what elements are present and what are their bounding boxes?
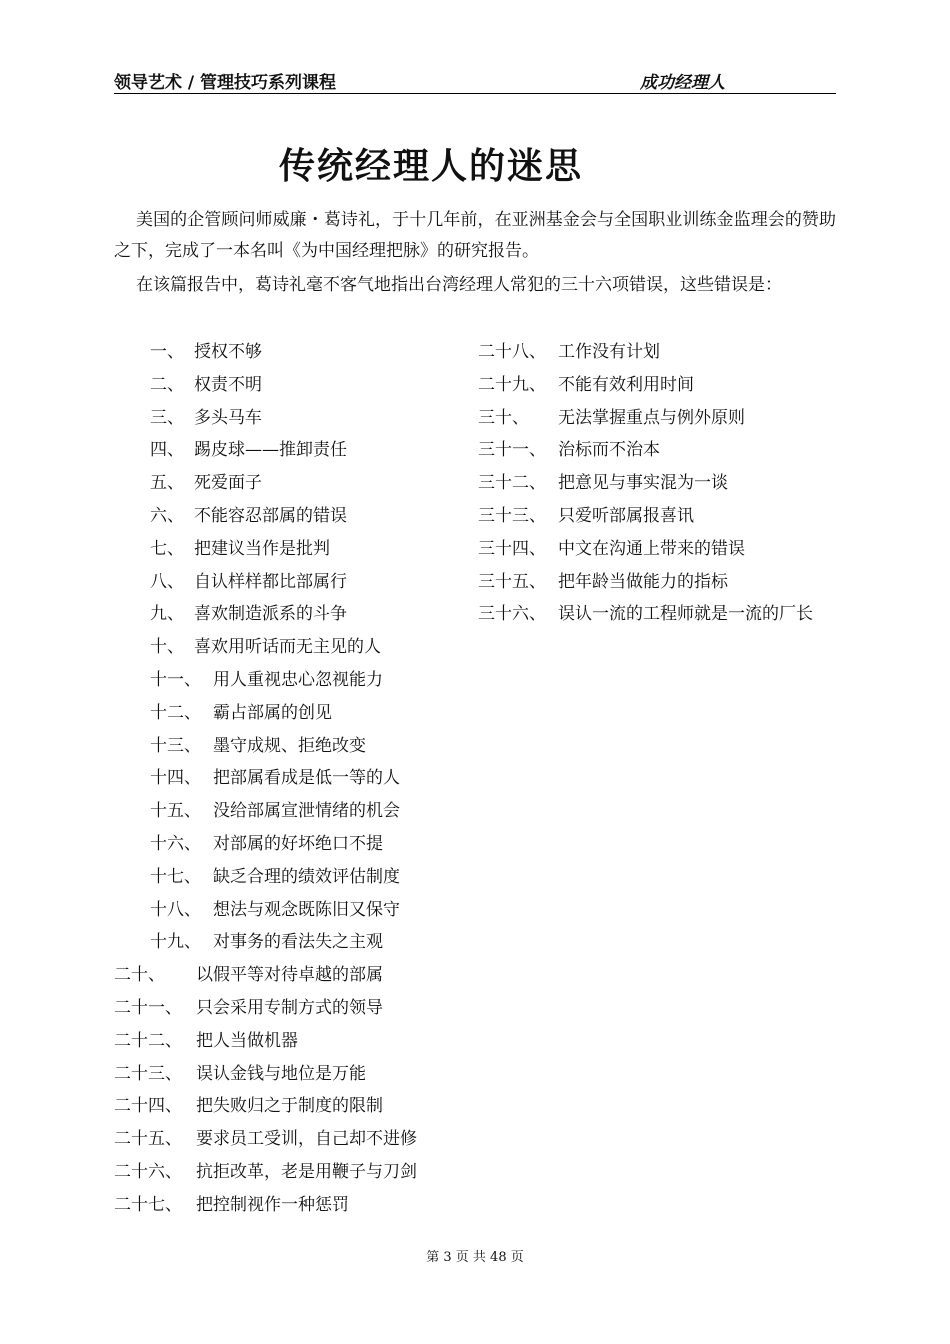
list-item: 十三、 墨守成规、拒绝改变	[150, 735, 366, 756]
list-item: 三、 多头马车	[150, 407, 262, 428]
mistakes-list-right	[478, 336, 843, 631]
page-header	[114, 66, 836, 94]
list-item: 三十一、 治标而不治本	[478, 440, 660, 461]
list-item: 五、 死爱面子	[150, 473, 262, 494]
list-item: 十五、 没给部属宣泄情绪的机会	[150, 801, 400, 822]
list-item: 十六、 对部属的好坏绝口不提	[150, 833, 383, 854]
list-item: 二十九、 不能有效利用时间	[478, 374, 694, 395]
list-item: 八、 自认样样都比部属行	[150, 571, 347, 592]
list-item: 二十三、 误认金钱与地位是万能	[114, 1063, 366, 1084]
list-item: 三十二、 把意见与事实混为一谈	[478, 473, 728, 494]
list-item: 二十八、 工作没有计划	[478, 342, 660, 362]
list-item: 三十、 无法掌握重点与例外原则	[478, 407, 745, 428]
list-item: 十八、 想法与观念既陈旧又保守	[150, 899, 400, 920]
page-title: 传统经理人的迷思	[278, 145, 583, 188]
list-item: 十二、 霸占部属的创见	[150, 702, 332, 723]
intro-paragraph: 美国的企管顾问师威廉・葛诗礼，于十几年前，在亚洲基金会与全国职业训练金监理会的赞助之下，完成了一本名叫《为中国经理把脉》的研究报告。	[114, 210, 836, 261]
list-item: 三十三、 只爱听部属报喜讯	[478, 505, 694, 526]
list-item: 四、 踢皮球——推卸责任	[150, 440, 347, 461]
list-item: 十、 喜欢用听话而无主见的人	[150, 637, 381, 658]
list-item: 二十四、 把失败归之于制度的限制	[114, 1096, 383, 1117]
list-item: 二十五、 要求员工受训，自己却不进修	[114, 1129, 417, 1150]
list-item: 三十五、 把年龄当做能力的指标	[478, 571, 728, 592]
report-paragraph: 在该篇报告中，葛诗礼毫不客气地指出台湾经理人常犯的三十六项错误，这些错误是：	[136, 275, 782, 295]
mistakes-list-left	[114, 336, 417, 1222]
list-item: 二十二、 把人当做机器	[114, 1030, 298, 1051]
book-title: 成功经理人	[640, 73, 725, 93]
list-item: 九、 喜欢制造派系的斗争	[150, 604, 347, 625]
course-title: 领导艺术 / 管理技巧系列课程	[114, 73, 337, 93]
list-item: 十一、 用人重视忠心忽视能力	[150, 669, 383, 690]
list-item: 十四、 把部属看成是低一等的人	[150, 768, 400, 789]
list-item: 一、 授权不够	[150, 342, 262, 362]
list-item: 二十七、 把控制视作一种惩罚	[114, 1194, 349, 1215]
list-item: 二十一、 只会采用专制方式的领导	[114, 997, 383, 1018]
list-item: 二十、 以假平等对待卓越的部属	[114, 965, 383, 986]
list-item: 二、 权责不明	[150, 374, 262, 395]
list-item: 十七、 缺乏合理的绩效评估制度	[150, 866, 400, 887]
list-item: 二十六、 抗拒改革，老是用鞭子与刀剑	[114, 1161, 417, 1182]
list-item: 三十六、 误认一流的工程师就是一流的厂长	[478, 604, 813, 625]
list-item: 三十四、 中文在沟通上带来的错误	[478, 538, 745, 559]
list-item: 十九、 对事务的看法失之主观	[150, 932, 383, 953]
list-item: 六、 不能容忍部属的错误	[150, 505, 347, 526]
list-item: 七、 把建议当作是批判	[150, 538, 330, 559]
page-number: 第 3 页 共 48 页	[426, 1250, 524, 1265]
